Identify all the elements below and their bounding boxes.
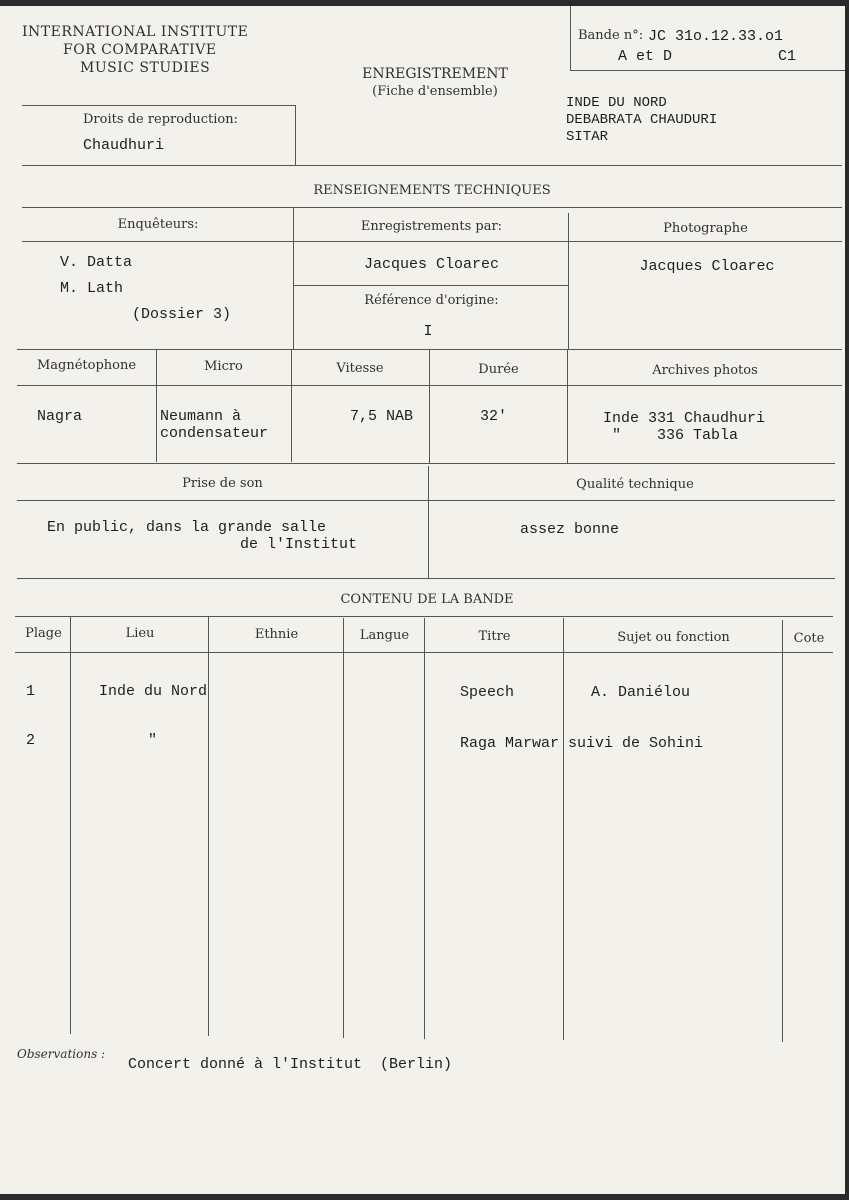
prise-value-line1: En public, dans la grande salle [47, 519, 327, 536]
row-2-lieu: " [148, 732, 158, 749]
magnetophone-value: Nagra [37, 408, 83, 425]
subject-instrument: SITAR [566, 129, 609, 145]
equipment-divider-2 [291, 349, 292, 462]
contenu-col-divider-1 [70, 616, 71, 1034]
reference-value: I [423, 323, 433, 340]
droits-right-border [295, 105, 296, 165]
prise-top-rule [17, 463, 835, 464]
contenu-section-title: CONTENU DE LA BANDE [340, 592, 514, 607]
equipment-divider-3 [429, 349, 430, 464]
bande-number: JC 31o.12.33.o1 [648, 28, 784, 45]
tech-section-title: RENSEIGNEMENTS TECHNIQUES [313, 183, 551, 198]
enqueteur-2: M. Lath [60, 280, 124, 297]
tech-top-rule [22, 207, 842, 208]
bande-box-bottom-border [570, 70, 845, 71]
photographe-value: Jacques Cloarec [639, 258, 775, 275]
duree-label: Durée [478, 362, 519, 377]
col-header-langue: Langue [359, 628, 410, 643]
enregistrements-label: Enregistrements par: [360, 219, 503, 234]
tech-label-rule [22, 241, 842, 242]
enqueteurs-label: Enquêteurs: [117, 217, 199, 232]
bande-box-left-border [570, 6, 571, 70]
record-sheet [0, 6, 845, 1194]
contenu-col-divider-3 [343, 618, 344, 1038]
prise-value-line2: de l'Institut [240, 536, 358, 553]
droits-value: Chaudhuri [83, 137, 165, 154]
enqueteur-1: V. Datta [60, 254, 133, 271]
tech-bottom-rule [17, 578, 835, 579]
form-title: ENREGISTREMENT [362, 66, 508, 82]
archives-label: Archives photos [652, 363, 758, 378]
subject-artist: DEBABRATA CHAUDURI [566, 112, 718, 128]
reference-label: Référence d'origine: [364, 293, 499, 308]
observations-label: Observations : [17, 1047, 106, 1061]
contenu-col-divider-2 [208, 616, 209, 1036]
enqueteur-dossier: (Dossier 3) [132, 306, 232, 323]
row-2-titre: Raga Marwar suivi de Sohini [460, 735, 704, 752]
header-bottom-rule [22, 165, 842, 166]
contenu-col-divider-6 [782, 620, 783, 1042]
droits-top-border [22, 105, 295, 106]
contenu-col-divider-5 [563, 618, 564, 1040]
micro-value-line1: Neumann à [160, 408, 242, 425]
bande-sides: A et D [618, 48, 673, 65]
col-header-plage: Plage [25, 626, 62, 641]
row-1-sujet: A. Daniélou [591, 684, 691, 701]
contenu-top-rule [15, 616, 833, 617]
col-header-ethnie: Ethnie [254, 627, 299, 642]
institute-name-line3: MUSIC STUDIES [80, 60, 211, 76]
photographe-label: Photographe [663, 221, 748, 236]
vitesse-value: 7,5 NAB [350, 408, 414, 425]
prise-label: Prise de son [182, 476, 263, 491]
row-1-lieu: Inde du Nord [99, 683, 208, 700]
contenu-col-divider-4 [424, 618, 425, 1039]
equipment-divider-4 [567, 349, 568, 464]
col-header-titre: Titre [478, 629, 511, 644]
archives-value-line1: Inde 331 Chaudhuri [603, 410, 766, 427]
prise-divider [428, 466, 429, 578]
col-header-sujet: Sujet ou fonction [617, 630, 730, 645]
row-1-plage: 1 [26, 683, 36, 700]
observations-value: Concert donné à l'Institut (Berlin) [128, 1056, 453, 1073]
micro-value-line2: condensateur [160, 425, 269, 442]
institute-name-line1: INTERNATIONAL INSTITUTE [22, 24, 249, 40]
droits-label: Droits de reproduction: [83, 112, 239, 127]
magnetophone-label: Magnétophone [36, 358, 137, 373]
col-header-cote: Cote [793, 631, 825, 646]
bande-code: C1 [778, 48, 797, 65]
equipment-divider-1 [156, 349, 157, 462]
subject-region: INDE DU NORD [566, 95, 667, 111]
row-2-plage: 2 [26, 732, 36, 749]
bande-label: Bande n°: [578, 28, 644, 43]
micro-label: Micro [204, 359, 243, 374]
tech-col-divider-2 [568, 213, 569, 349]
duree-value: 32' [480, 408, 508, 425]
prise-label-rule [17, 500, 835, 501]
institute-name-line2: FOR COMPARATIVE [63, 42, 217, 58]
archives-value-line2: " 336 Tabla [612, 427, 739, 444]
form-subtitle: (Fiche d'ensemble) [372, 84, 498, 99]
qualite-label: Qualité technique [576, 477, 694, 492]
col-header-lieu: Lieu [125, 626, 155, 641]
enregistrements-value: Jacques Cloarec [363, 256, 500, 273]
reference-rule [293, 285, 568, 286]
qualite-value: assez bonne [520, 521, 620, 538]
vitesse-label: Vitesse [336, 361, 384, 376]
row-1-titre: Speech [460, 684, 515, 701]
